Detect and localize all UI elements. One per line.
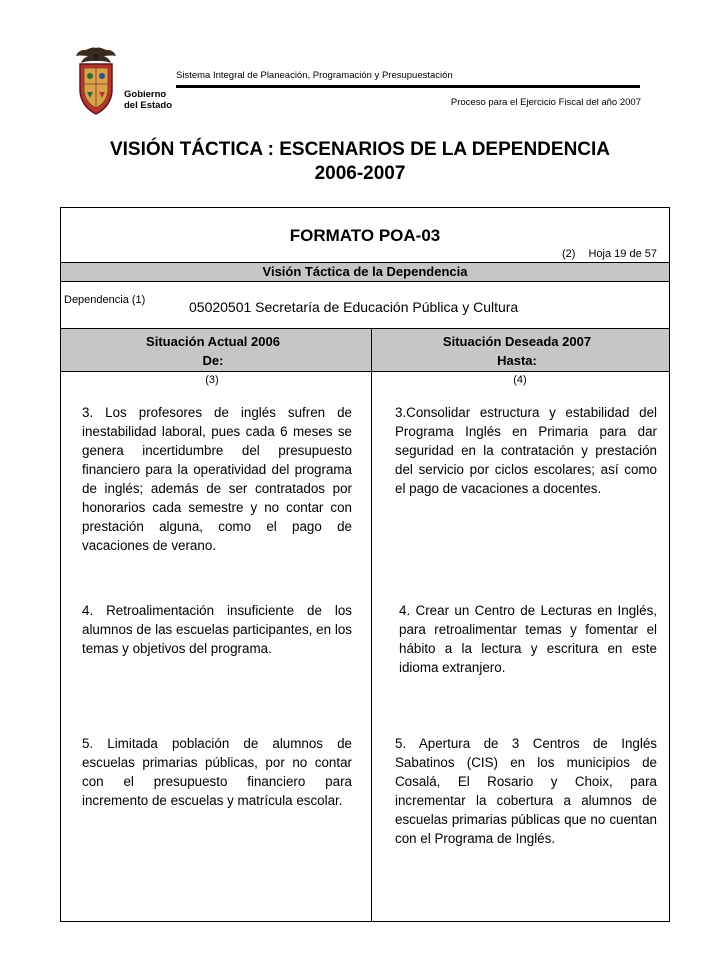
government-label: Gobierno del Estado: [124, 89, 173, 111]
page-ref-num: (2): [561, 248, 576, 260]
column-number-right: (4): [513, 374, 527, 386]
current-situation-item: 3. Los profesores de inglés sufren de inestabilidad laboral, pues cada 6 meses se genera incertidumbre del presupuesto financiero para la operatividad del programa de inglés; además de ser contratados por honorarios cada semestre y no contar con prestación alguna, como el pago de vacaciones de verano.: [82, 405, 352, 553]
state-seal-icon: [74, 44, 118, 120]
current-situation-header: Situación Actual 2006 De:: [146, 334, 280, 368]
current-situation-item: 4. Retroalimentación insuficiente de los alumnos de las escuelas participantes, en los temas y objetivos del programa.: [82, 603, 352, 656]
dependency-label: Dependencia (1): [64, 294, 146, 306]
column-number-left: (3): [205, 374, 219, 386]
section-header: [61, 262, 669, 282]
page-title-line1: VISIÓN TÁCTICA : ESCENARIOS DE LA DEPENDENCIA: [109, 139, 611, 160]
desired-situation-item: 5. Apertura de 3 Centros de Inglés Sabatinos (CIS) en los municipios de Cosalá, El Rosario y Choix, para incrementar la cobertura a alumnos de escuelas primarias públicas que no cuentan con el Programa de Inglés.: [395, 736, 657, 846]
page-reference: [552, 248, 657, 260]
header-rule: [176, 85, 640, 88]
page-title: [0, 138, 720, 186]
column-divider: [371, 328, 372, 922]
desired-situation-item: 3.Consolidar estructura y estabilidad del Programa Inglés en Primaria para dar seguridad en la contratación y prestación del servicio por ciclos escolares; así como el pago de vacaciones a docentes.: [395, 405, 657, 496]
system-title: Sistema Integral de Planeación, Programación y Presupuestación: [176, 70, 453, 81]
dependency-value: 05020501 Secretaría de Educación Pública y Cultura: [189, 299, 519, 315]
current-situation-item: 5. Limitada población de alumnos de escuelas primarias públicas, por no contar con el presupuesto financiero para incremento de escuelas y matrícula escolar.: [82, 736, 352, 808]
form-poa-03: [60, 207, 670, 922]
page-title-line2: 2006-2007: [314, 163, 406, 184]
page-ref-text: Hoja 19 de 57: [588, 248, 657, 260]
situation-header: [61, 328, 669, 372]
desired-situation-item: 4. Crear un Centro de Lecturas en Inglés, para retroalimentar temas y fomentar el hábito a la lectura y escritura en este idioma extranjero.: [399, 603, 657, 675]
section-title: Visión Táctica de la Dependencia: [262, 264, 468, 279]
desired-situation-header: Situación Deseada 2007 Hasta:: [442, 334, 592, 368]
process-label: Proceso para el Ejercicio Fiscal del año 2007: [450, 97, 641, 108]
form-title: FORMATO POA-03: [289, 226, 441, 245]
